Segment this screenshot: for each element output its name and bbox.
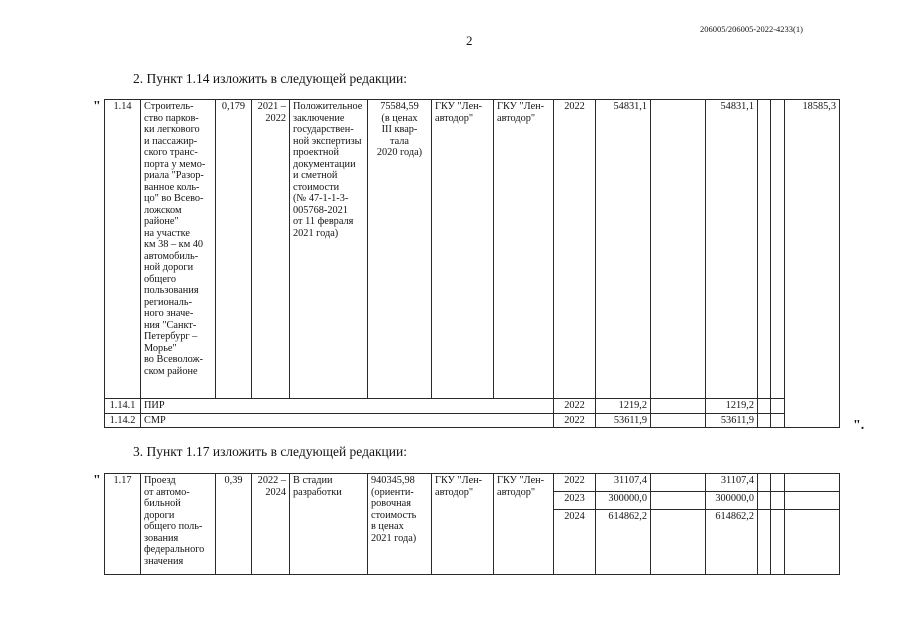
other-amount <box>771 100 785 399</box>
section-heading-1-17: 3. Пункт 1.17 изложить в следующей редакции: <box>133 444 407 459</box>
regional-amount: 1219,2 <box>706 399 758 414</box>
year-column <box>554 474 596 575</box>
item-1-14-table <box>104 99 840 428</box>
item-1-17-table <box>104 473 840 575</box>
year: 2024 <box>564 511 585 522</box>
federal-column <box>651 474 706 575</box>
regional-amount: 614862,2 <box>715 511 754 522</box>
federal-amount <box>651 413 706 428</box>
sub-item-name: СМР <box>141 413 554 428</box>
sub-item-name: ПИР <box>141 399 554 414</box>
table-row <box>105 413 840 428</box>
item-number: 1.14 <box>105 100 141 399</box>
expertise-status: В стадии разработки <box>290 474 368 575</box>
sub-item-number: 1.14.2 <box>105 413 141 428</box>
page-number: 2 <box>466 33 473 48</box>
balance-column <box>785 474 840 575</box>
regional-column <box>706 474 758 575</box>
year: 2023 <box>554 492 595 510</box>
total-amount: 53611,9 <box>596 413 651 428</box>
expertise-status: Положительное заключение государствен- ной экспертизы проектной документации и сметной стоимости (№ 47-1-1-3- 005768-2021 от 11 февраля 2021 года) <box>290 100 368 399</box>
federal-amount <box>651 100 706 399</box>
construction-period: 2022 – 2024 <box>252 474 290 575</box>
total-amount: 54831,1 <box>596 100 651 399</box>
table-row <box>105 474 840 575</box>
close-quote-mark: ". <box>853 418 865 433</box>
other-amount <box>771 399 785 414</box>
developer: ГКУ "Лен- автодор" <box>494 100 554 399</box>
regional-amount: 54831,1 <box>706 100 758 399</box>
total-column <box>596 474 651 575</box>
object-length: 0,39 <box>216 474 252 575</box>
year: 2022 <box>554 474 595 492</box>
regional-amount: 300000,0 <box>706 492 757 510</box>
object-length: 0,179 <box>216 100 252 399</box>
table-row <box>105 100 840 399</box>
local-column <box>758 474 771 575</box>
section-heading-1-14: 2. Пункт 1.14 изложить в следующей редакции: <box>133 71 407 86</box>
year: 2022 <box>554 100 596 399</box>
other-amount <box>771 413 785 428</box>
document-id: 206005/206005-2022-4233(1) <box>700 24 803 34</box>
local-amount <box>758 413 771 428</box>
total-amount: 300000,0 <box>596 492 650 510</box>
table-row <box>105 399 840 414</box>
customer: ГКУ "Лен- автодор" <box>432 100 494 399</box>
open-quote-mark: " <box>93 473 101 488</box>
federal-amount <box>651 399 706 414</box>
open-quote-mark: " <box>93 99 101 114</box>
developer: ГКУ "Лен- автодор" <box>494 474 554 575</box>
balance-amount: 18585,3 <box>785 100 840 428</box>
object-name: Проезд от автомо- бильной дороги общего поль- зования федерального значения <box>141 474 216 575</box>
total-amount: 614862,2 <box>608 511 647 522</box>
regional-amount: 31107,4 <box>706 474 757 492</box>
local-amount <box>758 100 771 399</box>
construction-period: 2021 – 2022 <box>252 100 290 399</box>
estimated-cost: 75584,59 (в ценах III квар- тала 2020 года) <box>368 100 432 399</box>
regional-amount: 53611,9 <box>706 413 758 428</box>
customer: ГКУ "Лен- автодор" <box>432 474 494 575</box>
estimated-cost: 940345,98 (ориенти- ровочная стоимость в ценах 2021 года) <box>368 474 432 575</box>
year: 2022 <box>554 399 596 414</box>
other-column <box>771 474 785 575</box>
sub-item-number: 1.14.1 <box>105 399 141 414</box>
total-amount: 1219,2 <box>596 399 651 414</box>
item-number: 1.17 <box>105 474 141 575</box>
year: 2022 <box>554 413 596 428</box>
object-name: Строитель- ство парков- ки легкового и пассажир- ского транс- порта у мемо- риала "Разор- ванное коль- цо" во Всево- ложском районе" на участке км 38 – км 40 автомобиль- ной дороги общего пользования региональ- ного значе- ния "Санкт- Петербург – Морье" во Всеволож- ском районе <box>141 100 216 399</box>
local-amount <box>758 399 771 414</box>
total-amount: 31107,4 <box>596 474 650 492</box>
